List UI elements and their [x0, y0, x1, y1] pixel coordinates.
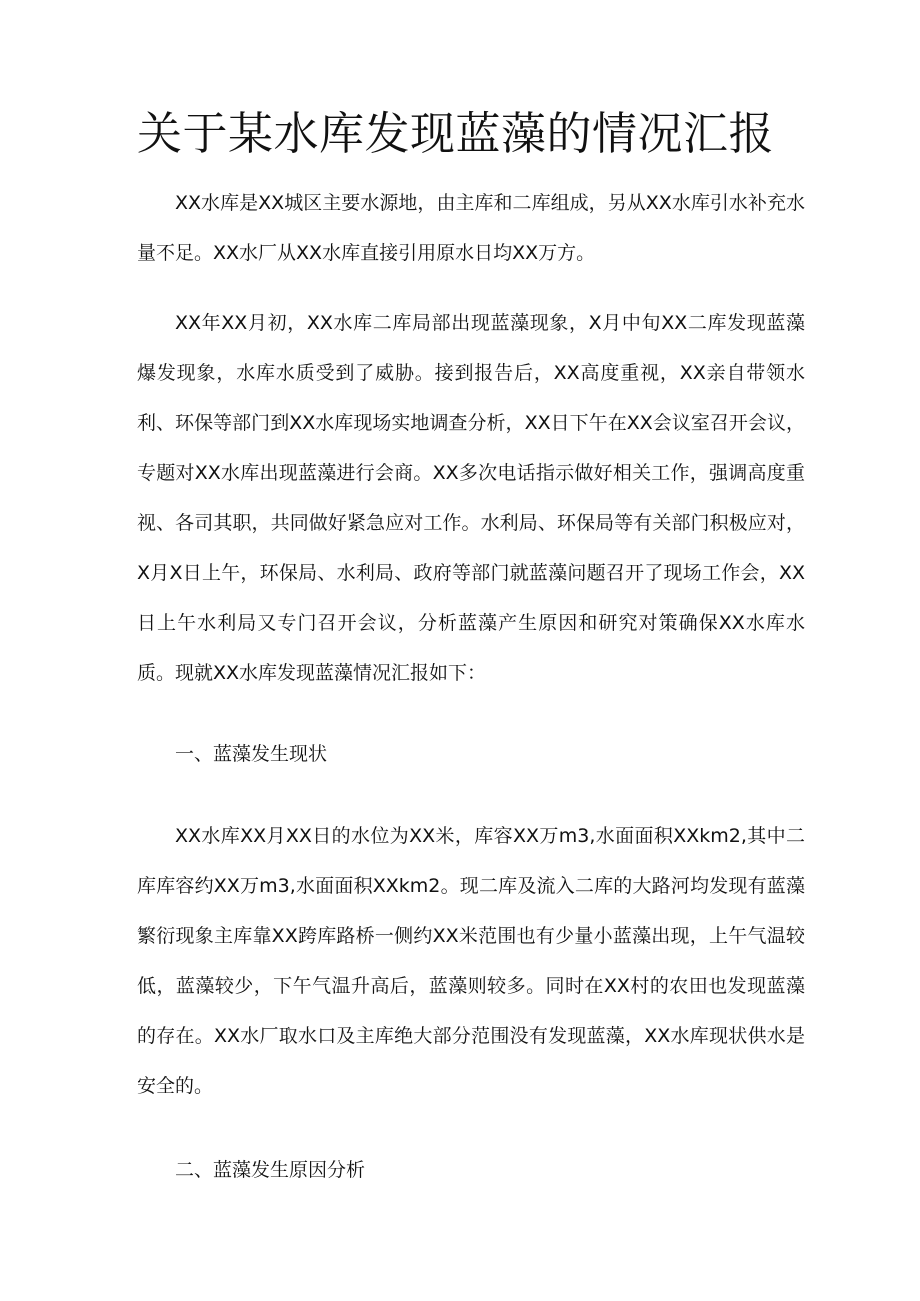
paragraph-current-status: XX水库XX月XX日的水位为XX米，库容XX万m3,水面面积XXkm2,其中二库库容约XX万m3,水面面积XXkm2。现二库及流入二库的大路河均发现有蓝藻繁衍现象主库靠XX跨库路桥一侧约XX米范围也有少量小蓝藻出现，上午气温较低，蓝藻较少，下午气温升高后，蓝藻则较多。同时在XX村的农田也发现蓝藻的存在。XX水厂取水口及主库绝大部分范围没有发现蓝藻，XX水库现状供水是安全的。	[137, 825, 805, 1097]
document-title: 关于某水库发现蓝藻的情况汇报	[137, 107, 775, 160]
section-heading-cause-analysis: 二、蓝藻发生原因分析	[175, 1159, 366, 1181]
paragraph-intro: XX水库是XX城区主要水源地，由主库和二库组成，另从XX水库引水补充水量不足。XX水厂从XX水库直接引用原水日均XX万方。	[137, 192, 805, 264]
section-heading-current-status: 一、蓝藻发生现状	[175, 743, 328, 765]
paragraph-background: XX年XX月初，XX水库二库局部出现蓝藻现象，X月中旬XX二库发现蓝藻爆发现象，水库水质受到了威胁。接到报告后，XX高度重视，XX亲自带领水利、环保等部门到XX水库现场实地调查分析，XX日下午在XX会议室召开会议，专题对XX水库出现蓝藻进行会商。XX多次电话指示做好相关工作，强调高度重视、各司其职，共同做好紧急应对工作。水利局、环保局等有关部门积极应对，X月X日上午，环保局、水利局、政府等部门就蓝藻问题召开了现场工作会，XX日上午水利局又专门召开会议，分析蓝藻产生原因和研究对策确保XX水库水质。现就XX水库发现蓝藻情况汇报如下：	[137, 312, 805, 684]
document-body	[137, 178, 805, 1195]
